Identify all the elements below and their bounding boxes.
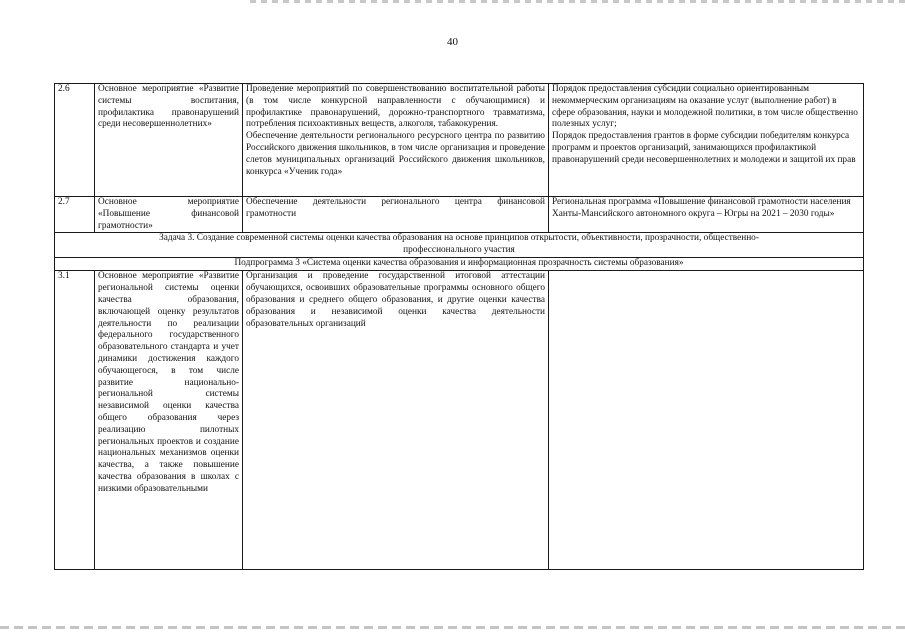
table-row <box>55 271 864 570</box>
subprogram-heading: Подпрограмма 3 «Система оценки качества образования и информационная прозрачность системы образования» <box>55 258 864 271</box>
activity-cell: Основное мероприятие «Развитие системы воспитания, профилактика правонарушений среди несовершеннолетних» <box>95 84 243 197</box>
description-paragraph: Обеспечение деятельности регионального центра финансовой грамотности <box>246 197 545 219</box>
task-row <box>55 233 864 258</box>
row-number: 2.7 <box>55 197 95 233</box>
documents-cell <box>549 84 864 197</box>
table-row <box>55 197 864 233</box>
description-paragraph: Обеспечение деятельности регионального ресурсного центра по развитию Российского движения школьников, в том числе организация и проведение слетов муниципальных организаций Российского движения школьников, конкурса «Ученик года» <box>246 131 545 177</box>
activity-cell: Основное мероприятие «Развитие региональной системы оценки качества образования, включающей оценку результатов деятельности по реализации федерального государственного образовательного стандарта и учет динамики достижения каждого обучающегося, в том числе развитие национально-региональной системы независимой оценки качества общего образования через реализацию пилотных региональных проектов и создание национальных механизмов оценки качества, а также повышение качества образования в школах с низкими образовательными <box>95 271 243 570</box>
document-paragraph: Порядок предоставления грантов в форме субсидии победителям конкурса программ и проектов организаций, занимающихся профилактикой правонарушений среди несовершеннолетних и молодежи и защитой их прав <box>552 131 856 165</box>
activity-cell: Основное мероприятие «Повышение финансовой грамотности» <box>95 197 243 233</box>
description-paragraph: Проведение мероприятий по совершенствованию воспитательной работы (в том числе конкурсной направленности с обучающимися) и профилактике правонарушений, дорожно-транспортного травматизма, потребления психоактивных веществ, алкоголя, табакокурения. <box>246 84 545 130</box>
description-cell <box>243 271 549 570</box>
documents-cell <box>549 271 864 570</box>
description-cell <box>243 197 549 233</box>
documents-cell <box>549 197 864 233</box>
subprogram-row <box>55 258 864 271</box>
document-paragraph: Региональная программа «Повышение финансовой грамотности населения Ханты-Мансийского автономного округа – Югры на 2021 – 2030 годы» <box>552 197 851 219</box>
program-table <box>54 83 864 570</box>
table-row <box>55 84 864 197</box>
task-heading: Задача 3. Создание современной системы оценки качества образования на основе принципов открытости, объективности, прозрачности, общественно-профессионального участия <box>55 233 864 258</box>
scan-artifact-bottom <box>0 626 905 629</box>
row-number: 2.6 <box>55 84 95 197</box>
row-number: 3.1 <box>55 271 95 570</box>
page-number: 40 <box>447 36 458 48</box>
document-paragraph: Порядок предоставления субсидии социально ориентированным некоммерческим организациям на оказание услуг (выполнение работ) в сфере образования, науки и молодежной политики, в том числе общественно полезных услуг; <box>552 84 858 130</box>
description-cell <box>243 84 549 197</box>
scan-artifact-top <box>250 0 905 3</box>
description-paragraph: Организация и проведение государственной итоговой аттестации обучающихся, освоивших образовательные программы основного общего образования и среднего общего образования, и другие оценки качества образования и независимой оценки качества деятельности образовательных организаций <box>246 271 545 329</box>
